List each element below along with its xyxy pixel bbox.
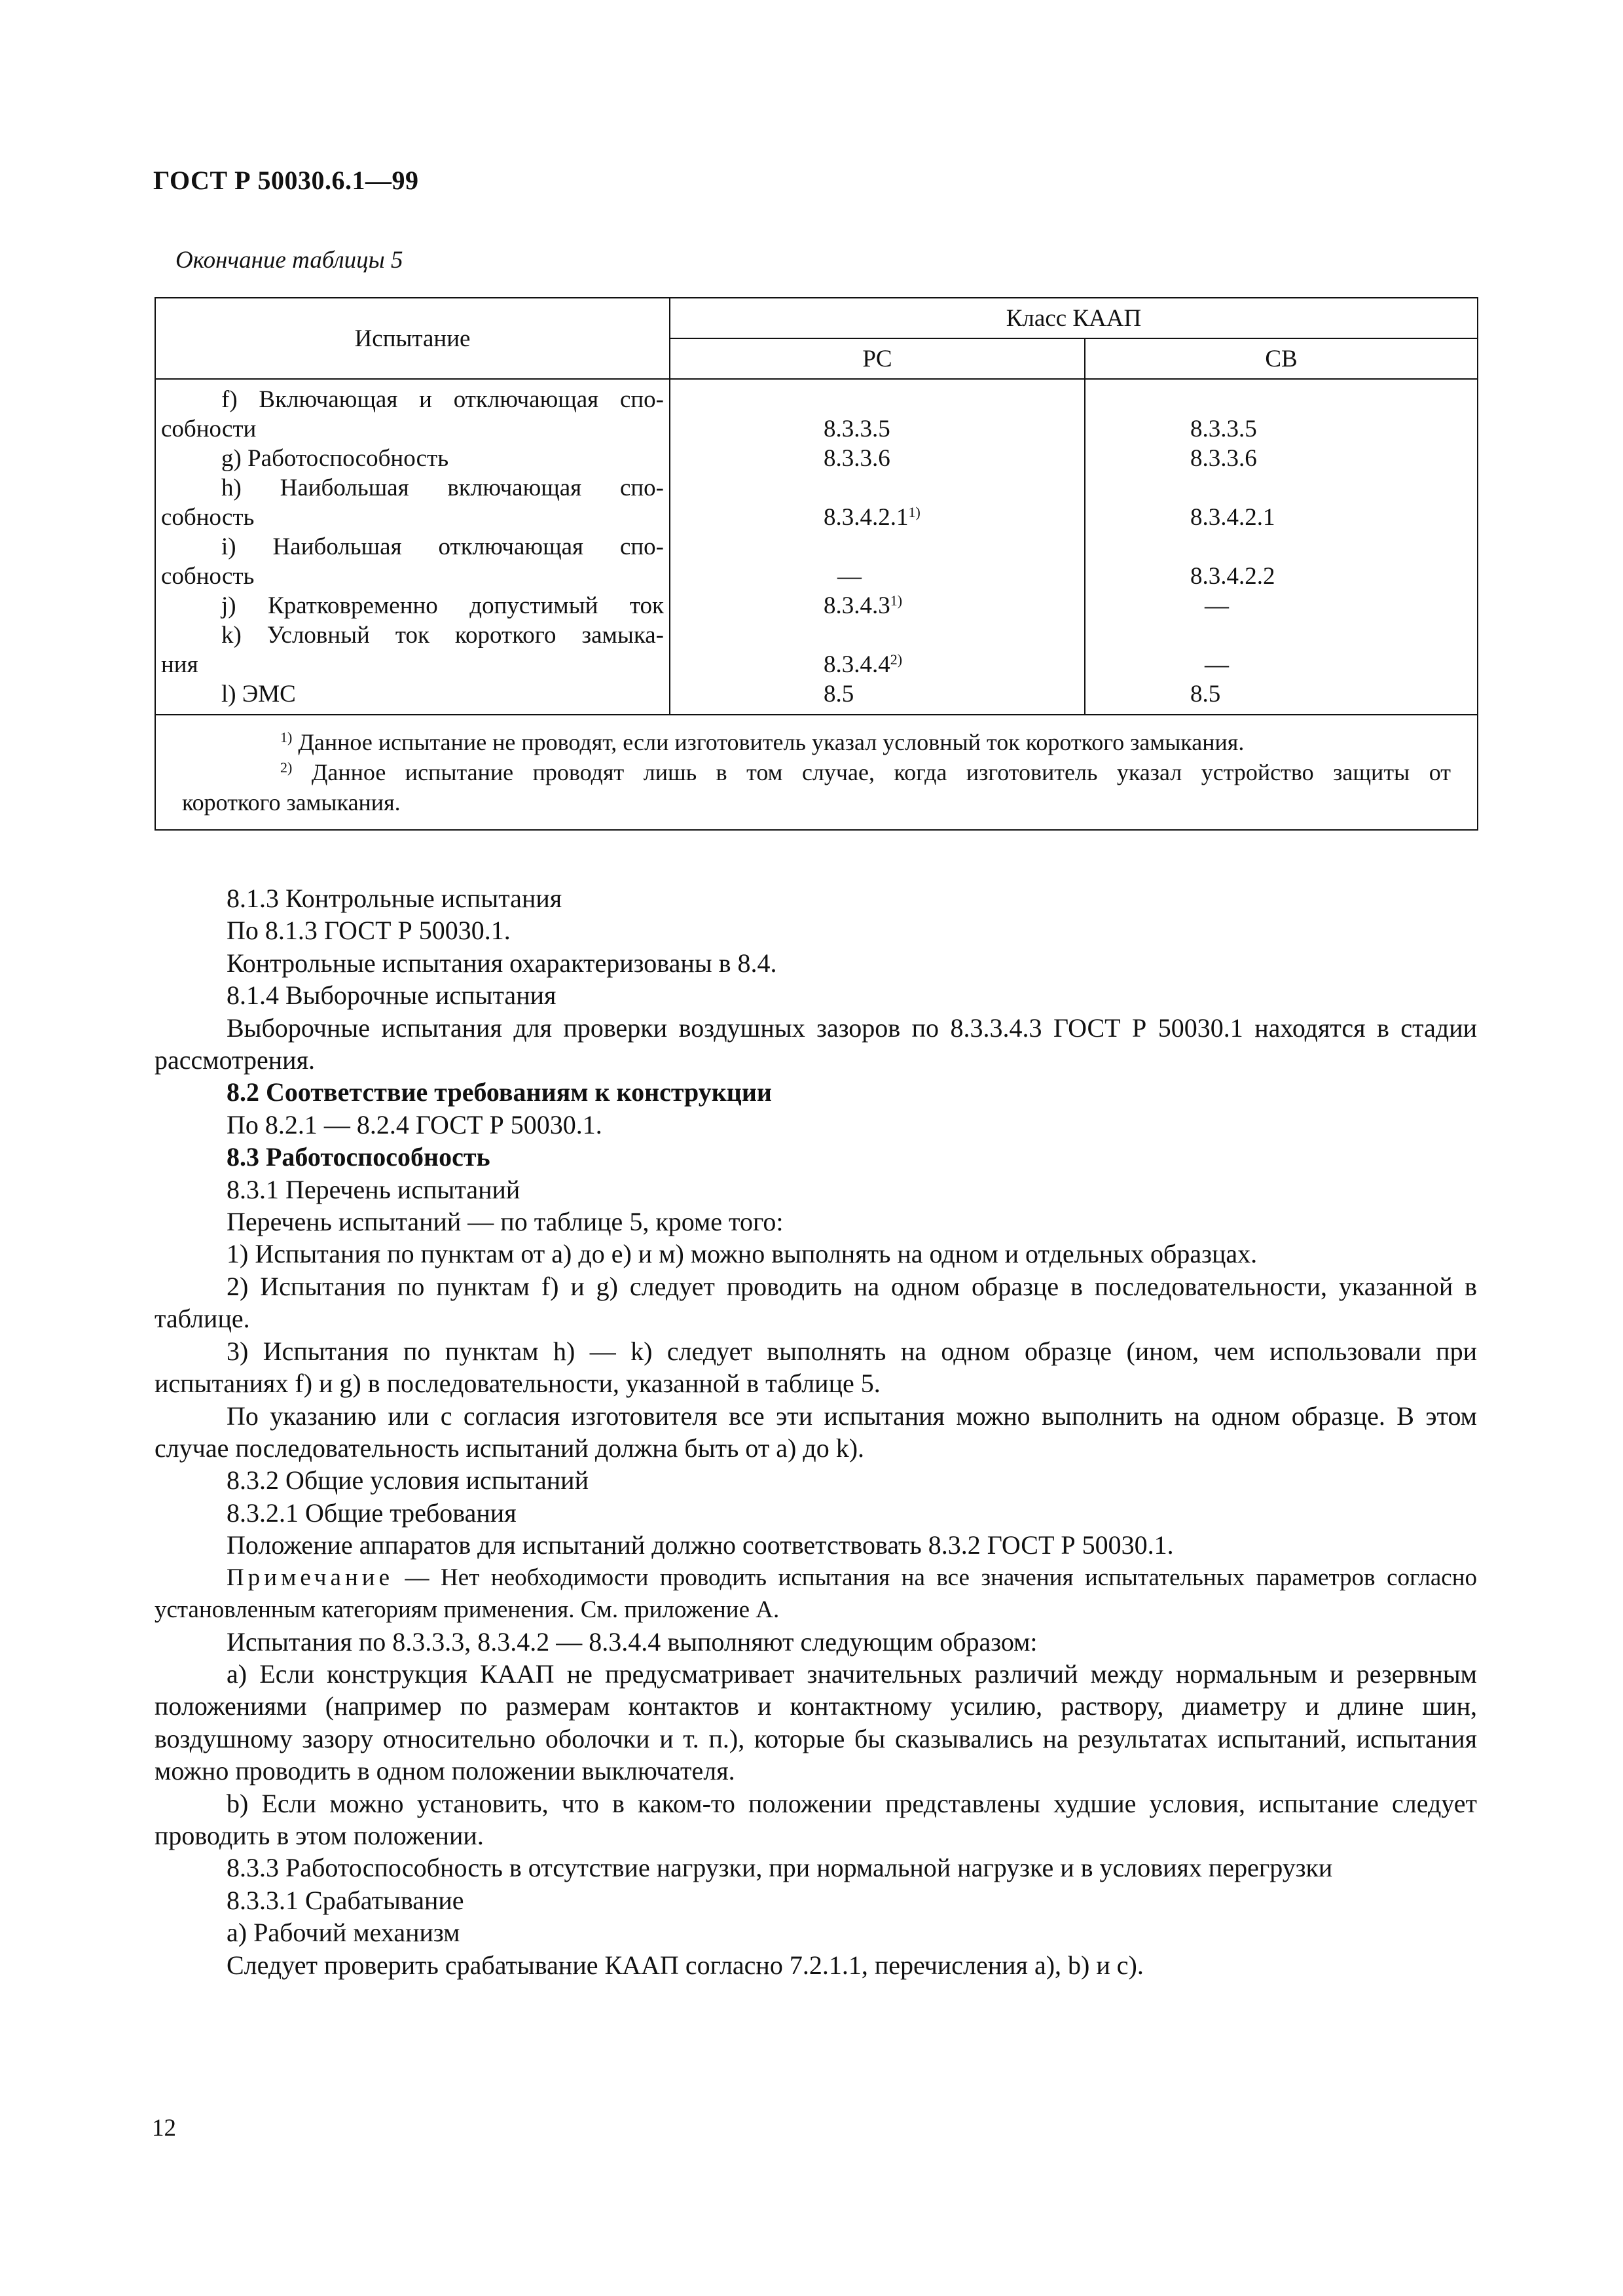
test-names-cell bbox=[155, 379, 670, 715]
test-line: h) Наибольшая включающая спо- bbox=[221, 475, 664, 501]
test-line: f) Включающая и отключающая спо- bbox=[221, 386, 664, 413]
pc-value: — bbox=[837, 563, 862, 590]
test-line: i) Наибольшая отключающая спо- bbox=[221, 533, 664, 560]
pc-values-cell bbox=[670, 379, 1085, 715]
paragraph: Выборочные испытания для проверки воздушных зазоров по 8.3.3.4.3 ГОСТ Р 50030.1 находятся в стадии рассмотрения. bbox=[155, 1013, 1477, 1075]
footnote-2-cont: короткого замыкания. bbox=[182, 789, 401, 816]
footnote-1: $^{1)}$ Данное испытание не проводят, если изготовитель указал условный ток короткого замыкания. bbox=[280, 729, 1245, 755]
paragraph: Перечень испытаний — по таблице 5, кроме того: bbox=[227, 1207, 784, 1237]
note-label: Примечание bbox=[227, 1564, 393, 1591]
pc-value bbox=[670, 620, 1084, 650]
note-paragraph bbox=[155, 1562, 1477, 1626]
pc-value: 8.3.4.2.1$^{1)}$ bbox=[824, 504, 921, 531]
pc-value: 8.3.3.6 bbox=[824, 445, 890, 472]
document-header: ГОСТ Р 50030.6.1—99 bbox=[153, 166, 419, 195]
paragraph: Контрольные испытания охарактеризованы в 8.4. bbox=[227, 948, 777, 978]
test-line: собность bbox=[161, 504, 255, 531]
cb-value: 8.3.4.2.2 bbox=[1190, 563, 1275, 590]
pc-value bbox=[670, 473, 1084, 503]
pc-value: 8.3.3.5 bbox=[824, 416, 890, 442]
paragraph: Испытания по 8.3.3.3, 8.3.4.2 — 8.3.4.4 выполняют следующим образом: bbox=[227, 1626, 1038, 1657]
cb-value: 8.5 bbox=[1190, 681, 1221, 708]
paragraph: 8.1.3 Контрольные испытания bbox=[227, 884, 562, 913]
paragraph: 8.1.4 Выборочные испытания bbox=[227, 980, 556, 1011]
paragraph: 8.3.1 Перечень испытаний bbox=[227, 1174, 520, 1204]
cb-value: 8.3.4.2.1 bbox=[1190, 504, 1275, 531]
cb-value: 8.3.3.5 bbox=[1190, 416, 1257, 442]
test-line: ния bbox=[161, 651, 198, 678]
paragraph: Следует проверить срабатывание КААП согласно 7.2.1.1, перечисления а), b) и с). bbox=[227, 1950, 1144, 1980]
test-line: l) ЭМС bbox=[221, 681, 296, 708]
test-line: k) Условный ток короткого замыка- bbox=[221, 622, 664, 649]
cb-values-cell bbox=[1085, 379, 1478, 715]
paragraph: Положение аппаратов для испытаний должно соответствовать 8.3.2 ГОСТ Р 50030.1. bbox=[227, 1530, 1174, 1560]
paragraph: b) Если можно установить, что в каком-то положении представлены худшие условия, испытание следует проводить в этом положении. bbox=[155, 1788, 1477, 1850]
cb-value bbox=[1085, 385, 1477, 414]
paragraph: а) Если конструкция КААП не предусматривает значительных различий между нормальным и резервным положениями (например по размерам контактов и контактному усилию, раствору, диаметру и длине шин, воздушному зазору относительно оболочки и т. п.), которые бы сказывались на результатах испытаний, испытания можно проводить в одном положении выключателя. bbox=[155, 1659, 1477, 1786]
footnote-2: $^{2)}$ Данное испытание проводят лишь в том случае, когда изготовитель указал устройство защиты от bbox=[280, 759, 1451, 785]
paragraph: 1) Испытания по пунктам от а) до е) и м) можно выполнять на одном и отдельных образцах. bbox=[227, 1239, 1258, 1269]
table-footnotes bbox=[155, 715, 1478, 830]
paragraph: 8.3.3 Работоспособность в отсутствие нагрузки, при нормальной нагрузке и в условиях перегрузки bbox=[227, 1853, 1333, 1883]
paragraph: 8.3.2 Общие условия испытаний bbox=[227, 1465, 589, 1496]
paragraph: По 8.1.3 ГОСТ Р 50030.1. bbox=[227, 916, 511, 946]
test-line: g) Работоспособность bbox=[221, 445, 449, 472]
section-heading: 8.2 Соответствие требованиям к конструкции bbox=[227, 1077, 772, 1107]
paragraph: а) Рабочий механизм bbox=[227, 1918, 460, 1948]
pc-value bbox=[670, 532, 1084, 562]
paragraph: По 8.2.1 — 8.2.4 ГОСТ Р 50030.1. bbox=[227, 1109, 602, 1139]
cb-value bbox=[1085, 532, 1477, 562]
cb-value: — bbox=[1205, 592, 1229, 619]
test-line: j) Кратковременно допустимый ток bbox=[221, 592, 664, 619]
body-text bbox=[155, 882, 1477, 1981]
paragraph: 2) Испытания по пунктам f) и g) следует проводить на одном образце в последовательности, указанной в таблице. bbox=[155, 1271, 1477, 1334]
test-line: собности bbox=[161, 416, 257, 442]
cb-value: 8.3.3.6 bbox=[1190, 445, 1257, 472]
cb-value bbox=[1085, 620, 1477, 650]
paragraph: 8.3.2.1 Общие требования bbox=[227, 1498, 517, 1528]
header-class: Класс КААП bbox=[670, 298, 1478, 338]
pc-value: 8.3.4.4$^{2)}$ bbox=[824, 651, 903, 678]
test-line: собность bbox=[161, 563, 255, 590]
paragraph: 8.3.3.1 Срабатывание bbox=[227, 1885, 464, 1915]
pc-value bbox=[670, 385, 1084, 414]
pc-value: 8.3.4.3$^{1)}$ bbox=[824, 592, 903, 619]
header-cb: CB bbox=[1085, 338, 1478, 379]
paragraph: По указанию или с согласия изготовителя все эти испытания можно выполнить на одном образце. В этом случае последовательность испытаний должна быть от а) до k). bbox=[155, 1401, 1477, 1463]
header-test: Испытание bbox=[155, 298, 670, 379]
paragraph: 3) Испытания по пунктам h) — k) следует выполнять на одном образце (ином, чем использовали при испытаниях f) и g) в последовательности, указанной в таблице 5. bbox=[155, 1336, 1477, 1399]
table-5-end bbox=[155, 297, 1478, 831]
section-heading: 8.3 Работоспособность bbox=[227, 1142, 490, 1172]
note-text: — Нет необходимости проводить испытания на все значения испытательных параметров согласно установленным категориям применения. См. приложение А. bbox=[155, 1564, 1477, 1623]
page-number: 12 bbox=[152, 2115, 176, 2142]
cb-value: — bbox=[1205, 651, 1229, 678]
cb-value bbox=[1085, 473, 1477, 503]
table-caption: Окончание таблицы 5 bbox=[175, 247, 403, 274]
header-pc: PC bbox=[670, 338, 1085, 379]
pc-value: 8.5 bbox=[824, 681, 854, 708]
